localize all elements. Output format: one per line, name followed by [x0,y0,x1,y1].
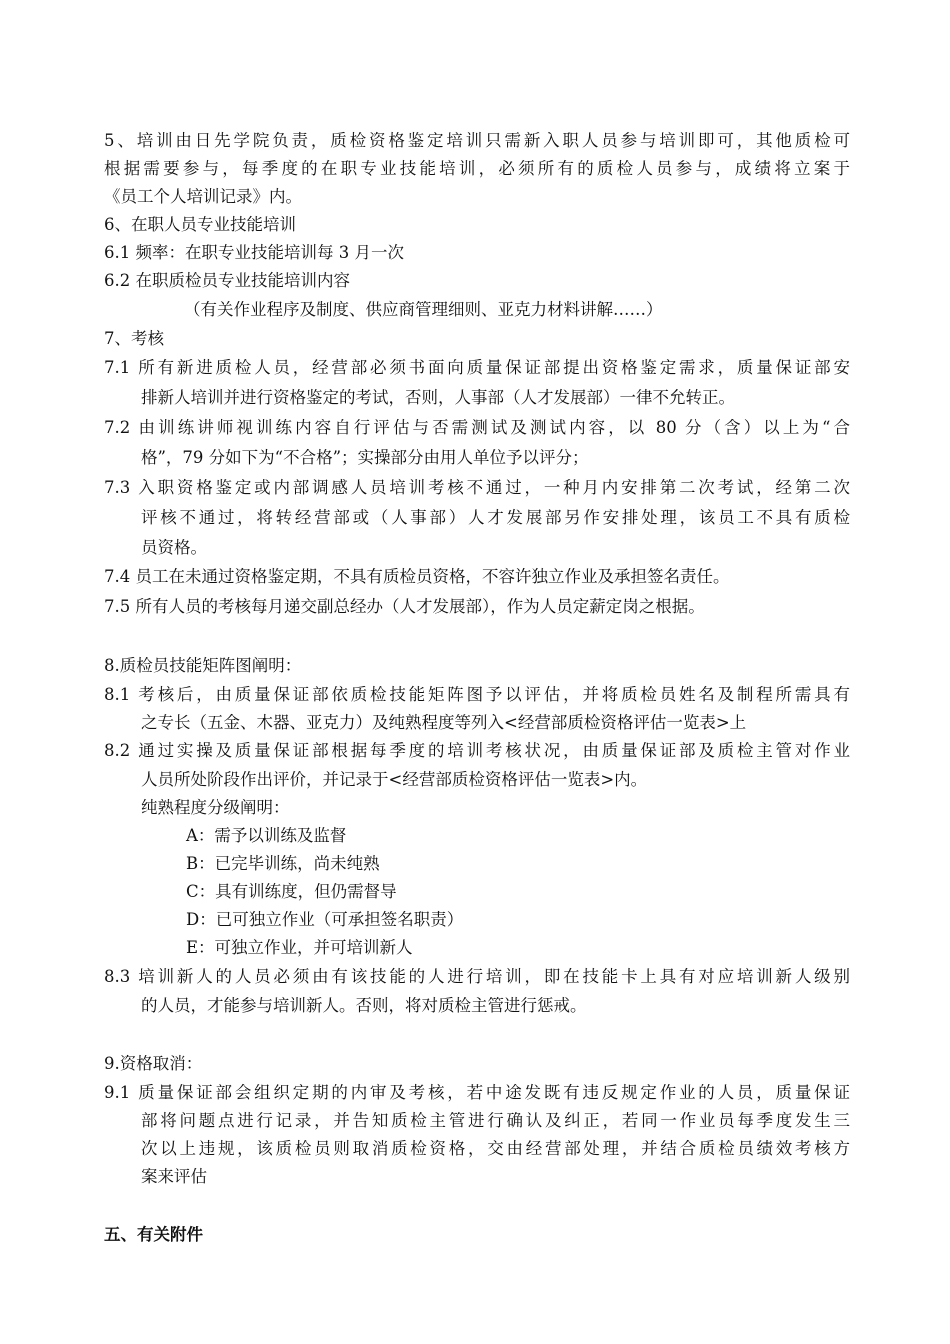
sec8-2-line-1: 8.2 通过实操及质量保证部根据每季度的培训考核状况，由质量保证部及质检主管对作业 [104,741,850,760]
sec7-2-line-1: 7.2 由训练讲师视训练内容自行评估与否需测试及测试内容，以 80 分（含）以上为“合 [104,418,850,437]
grade-a: A：需予以训练及监督 [186,826,347,845]
sec9-1-line-4: 案来评估 [141,1167,207,1186]
sec7-title: 7、考核 [104,329,164,348]
grade-e: E：可独立作业，并可培训新人 [186,938,413,957]
sec8-2-line-2: 人员所处阶段作出评价，并记录于<经营部质检资格评估一览表>内。 [141,770,648,789]
sec6-1: 6.1 频率：在职专业技能培训每 3 月一次 [104,243,404,262]
grade-c: C：具有训练度，但仍需督导 [186,882,397,901]
sec5-line-1: 5、培训由日先学院负责，质检资格鉴定培训只需新入职人员参与培训即可，其他质检可 [104,131,850,150]
grading-heading: 纯熟程度分级阐明： [141,798,290,817]
sec8-3-line-2: 的人员，才能参与培训新人。否则，将对质检主管进行惩戒。 [141,996,587,1015]
sec7-3-line-2: 评核不通过，将转经营部或（人事部）人才发展部另作安排处理，该员工不具有质检 [141,508,850,527]
sec7-5: 7.5 所有人员的考核每月递交副总经办（人才发展部），作为人员定薪定岗之根据。 [104,597,705,616]
sec9-1-line-1: 9.1 质量保证部会组织定期的内审及考核，若中途发既有违反规定作业的人员，质量保证 [104,1083,850,1102]
sec9-1-line-2: 部将问题点进行记录，并告知质检主管进行确认及纠正，若同一作业员每季度发生三 [141,1111,850,1130]
grade-b: B：已完毕训练，尚未纯熟 [186,854,380,873]
sec5-line-3: 《员工个人培训记录》内。 [104,187,302,206]
sec9-1-line-3: 次以上违规，该质检员则取消质检资格，交由经营部处理，并结合质检员绩效考核方 [141,1139,850,1158]
sec7-1-line-1: 7.1 所有新进质检人员，经营部必须书面向质量保证部提出资格鉴定需求，质量保证部安 [104,358,850,377]
grade-d: D：已可独立作业（可承担签名职责） [186,910,464,929]
sec7-3-line-3: 员资格。 [141,538,207,557]
sec6-2-detail: （有关作业程序及制度、供应商管理细则、亚克力材料讲解……） [184,300,663,319]
sec6-title: 6、在职人员专业技能培训 [104,215,296,234]
sec7-2-line-2: 格”，79 分如下为“不合格”；实操部分由用人单位予以评分； [141,448,589,467]
sec8-1-line-1: 8.1 考核后，由质量保证部依质检技能矩阵图予以评估，并将质检员姓名及制程所需具有 [104,685,850,704]
sec7-1-line-2: 排新人培训并进行资格鉴定的考试，否则，人事部（人才发展部）一律不允转正。 [141,388,735,407]
sec9-title: 9.资格取消： [104,1054,203,1073]
sec6-2: 6.2 在职质检员专业技能培训内容 [104,271,350,290]
sec5-line-2: 根据需要参与，每季度的在职专业技能培训，必须所有的质检人员参与，成绩将立案于 [104,159,850,178]
sec8-1-line-2: 之专长（五金、木器、亚克力）及纯熟程度等列入<经营部质检资格评估一览表>上 [141,713,747,732]
sec7-3-line-1: 7.3 入职资格鉴定或内部调感人员培训考核不通过，一种月内安排第二次考试，经第二次 [104,478,850,497]
sec7-4: 7.4 员工在未通过资格鉴定期，不具有质检员资格，不容许独立作业及承担签名责任。 [104,567,730,586]
sec8-title: 8.质检员技能矩阵图阐明： [104,656,302,675]
sec8-3-line-1: 8.3 培训新人的人员必须由有该技能的人进行培训，即在技能卡上具有对应培训新人级别 [104,967,850,986]
part5-title: 五、有关附件 [104,1225,203,1244]
